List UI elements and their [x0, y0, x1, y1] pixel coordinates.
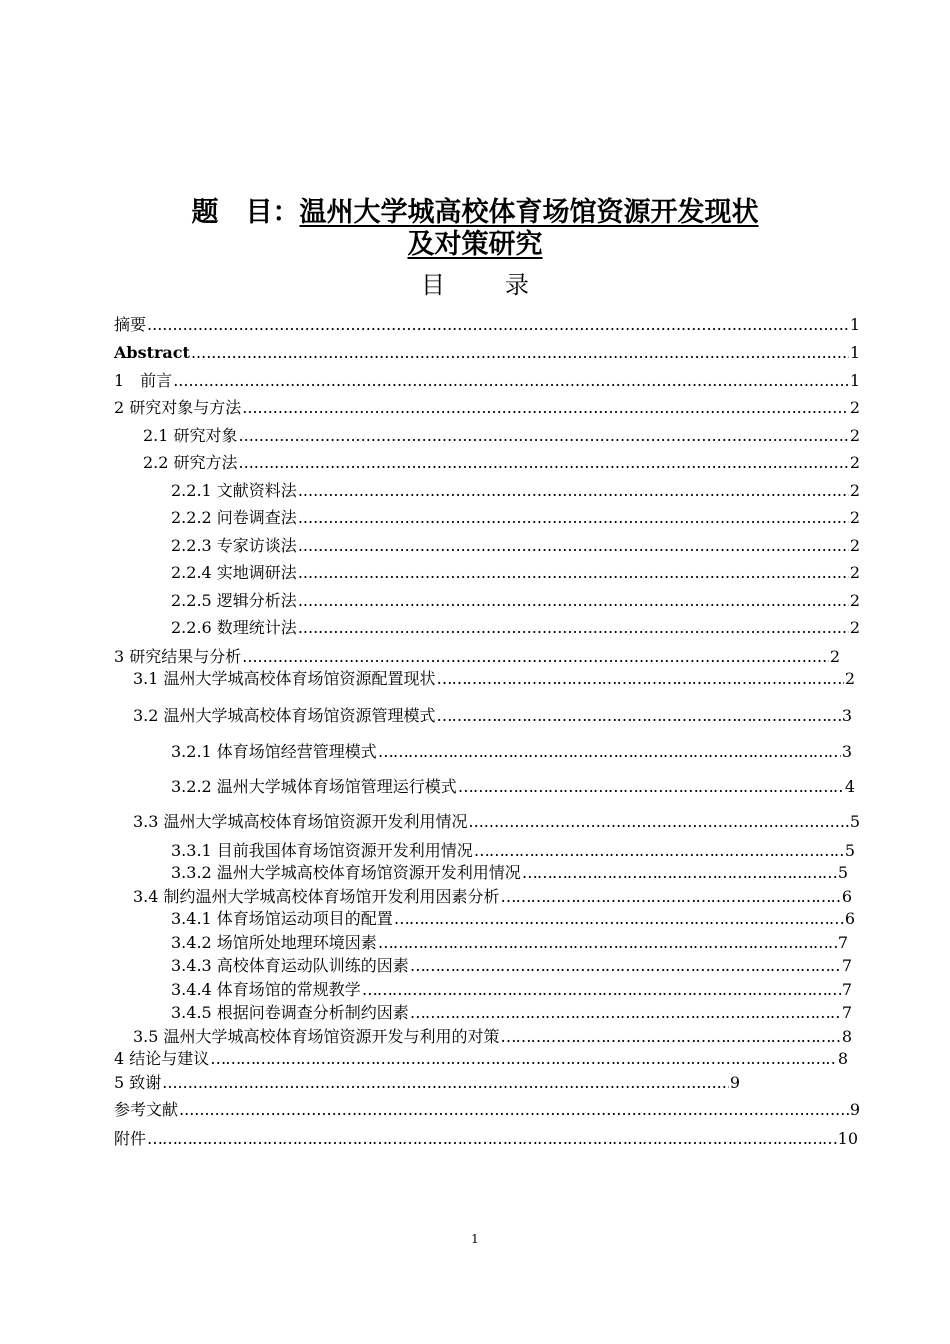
toc-entry-page-number: 1 [849, 343, 860, 362]
toc-entry-label: 3.3 温州大学城高校体育场馆资源开发利用情况 [133, 812, 468, 831]
toc-dot-leader [469, 811, 849, 833]
toc-entry-page-number: 6 [841, 887, 852, 906]
toc-dot-leader [173, 370, 849, 392]
toc-entry-label: 2.2.6 数理统计法 [171, 618, 297, 637]
toc-entry-page-number: 5 [837, 863, 848, 882]
toc-entry-page-number: 3 [841, 742, 852, 761]
title-prefix: 题 目： [191, 197, 300, 228]
toc-entry-page-number: 5 [849, 812, 860, 831]
toc-entry-label: 2.2.1 文献资料法 [171, 481, 297, 500]
toc-entry [171, 776, 855, 798]
toc-entry [133, 811, 860, 833]
toc-entry-label: 3.5 温州大学城高校体育场馆资源开发与利用的对策 [133, 1027, 500, 1046]
toc-entry-page-number: 2 [849, 591, 860, 610]
toc-entry-label: 3.4.3 高校体育运动队训练的因素 [171, 956, 409, 975]
toc-entry-page-number: 4 [844, 777, 855, 796]
toc-entry-page-number: 7 [837, 933, 848, 952]
toc-entry [114, 397, 860, 419]
toc-entry [133, 668, 855, 690]
toc-entry-label: 1 前言 [114, 371, 173, 390]
toc-entry-label: 摘要 [114, 315, 147, 334]
toc-dot-leader [437, 668, 844, 690]
toc-dot-leader [298, 507, 849, 529]
toc-dot-leader [147, 1128, 837, 1150]
toc-dot-leader [437, 705, 841, 727]
toc-entry-label: 5 致谢 [114, 1073, 162, 1092]
toc-entry [171, 955, 852, 977]
toc-entry-label: 参考文献 [114, 1100, 179, 1119]
toc-entry [133, 886, 852, 908]
toc-heading: 目录 [421, 271, 589, 299]
toc-dot-leader [242, 397, 849, 419]
toc-entry-page-number: 2 [849, 398, 860, 417]
toc-dot-leader [298, 562, 849, 584]
toc-entry [143, 425, 860, 447]
toc-entry [171, 741, 852, 763]
toc-entry-label: 3.4.1 体育场馆运动项目的配置 [171, 909, 393, 928]
toc-entry-label: 2.2 研究方法 [143, 453, 238, 472]
toc-entry-label: 3.4.4 体育场馆的常规教学 [171, 980, 361, 999]
toc-dot-leader [474, 840, 844, 862]
toc-entry [171, 1002, 852, 1024]
title-main: 温州大学城高校体育场馆资源开发现状 [299, 197, 759, 228]
toc-entry-label: 4 结论与建议 [114, 1049, 210, 1068]
toc-entry-label: 2 研究对象与方法 [114, 398, 242, 417]
toc-entry-page-number: 5 [844, 841, 855, 860]
toc-entry [133, 705, 852, 727]
toc-entry [171, 562, 860, 584]
toc-entry [143, 452, 860, 474]
title-continuation: 及对策研究 [407, 229, 543, 260]
toc-entry [133, 1026, 852, 1048]
toc-dot-leader [458, 776, 844, 798]
toc-entry [171, 590, 860, 612]
toc-entry-label: 3 研究结果与分析 [114, 647, 242, 666]
toc-entry-page-number: 2 [844, 669, 855, 688]
toc-entry [114, 1072, 740, 1094]
toc-dot-leader [239, 452, 849, 474]
toc-dot-leader [210, 1048, 837, 1070]
toc-entry-page-number: 7 [841, 1003, 852, 1022]
toc-entry [171, 507, 860, 529]
toc-entry-page-number: 9 [729, 1073, 740, 1092]
toc-entry-label: 2.2.3 专家访谈法 [171, 536, 297, 555]
toc-entry-label: 2.2.5 逻辑分析法 [171, 591, 297, 610]
toc-dot-leader [298, 480, 849, 502]
toc-dot-leader [298, 590, 849, 612]
toc-entry-label: 3.2 温州大学城高校体育场馆资源管理模式 [133, 706, 436, 725]
toc-entry-label: 3.4.5 根据问卷调查分析制约因素 [171, 1003, 409, 1022]
toc-entry-page-number: 2 [849, 563, 860, 582]
toc-dot-leader [298, 535, 849, 557]
toc-dot-leader [378, 932, 837, 954]
toc-entry-label: 2.2.2 问卷调查法 [171, 508, 297, 527]
toc-entry-page-number: 7 [841, 956, 852, 975]
toc-dot-leader [410, 955, 841, 977]
toc-entry-label: 3.3.2 温州大学城高校体育场馆资源开发利用情况 [171, 863, 521, 882]
toc-entry-page-number: 2 [849, 426, 860, 445]
toc-entry-label: 3.2.1 体育场馆经营管理模式 [171, 742, 377, 761]
toc-entry [114, 342, 860, 364]
toc-entry [171, 840, 855, 862]
toc-dot-leader [242, 646, 829, 668]
toc-entry-label: 3.3.1 目前我国体育场馆资源开发利用情况 [171, 841, 473, 860]
toc-entry [171, 908, 855, 930]
toc-dot-leader [179, 1099, 849, 1121]
toc-entry-page-number: 1 [849, 315, 860, 334]
toc-entry [171, 932, 848, 954]
toc-dot-leader [147, 314, 849, 336]
toc-dot-leader [522, 862, 837, 884]
toc-dot-leader [162, 1072, 729, 1094]
toc-entry [114, 646, 840, 668]
toc-entry-page-number: 8 [837, 1049, 848, 1068]
toc-entry-page-number: 2 [849, 453, 860, 472]
toc-entry-page-number: 1 [849, 371, 860, 390]
toc-dot-leader [378, 741, 841, 763]
toc-dot-leader [191, 342, 849, 364]
toc-entry [171, 535, 860, 557]
toc-dot-leader [501, 1026, 841, 1048]
toc-dot-leader [362, 979, 841, 1001]
toc-dot-leader [501, 886, 841, 908]
toc-entry [171, 979, 852, 1001]
toc-entry-page-number: 6 [844, 909, 855, 928]
toc-entry [171, 862, 848, 884]
toc-entry-label: Abstract [114, 343, 190, 362]
toc-entry-label: 3.1 温州大学城高校体育场馆资源配置现状 [133, 669, 436, 688]
toc-entry-page-number: 10 [837, 1129, 858, 1148]
toc-entry [114, 314, 860, 336]
toc-entry-page-number: 2 [849, 618, 860, 637]
toc-entry-label: 3.2.2 温州大学城体育场馆管理运行模式 [171, 777, 457, 796]
toc-entry-page-number: 9 [849, 1100, 860, 1119]
toc-entry-page-number: 7 [841, 980, 852, 999]
toc-dot-leader [394, 908, 844, 930]
toc-entry [114, 1048, 848, 1070]
toc-dot-leader [298, 617, 849, 639]
toc-entry [114, 370, 860, 392]
toc-entry [114, 1128, 858, 1150]
toc-entry-page-number: 3 [841, 706, 852, 725]
toc-entry-label: 2.1 研究对象 [143, 426, 238, 445]
toc-entry-label: 3.4 制约温州大学城高校体育场馆开发利用因素分析 [133, 887, 500, 906]
toc-entry [171, 480, 860, 502]
toc-entry-label: 3.4.2 场馆所处地理环境因素 [171, 933, 377, 952]
toc-entry-label: 附件 [114, 1129, 147, 1148]
toc-entry-page-number: 8 [841, 1027, 852, 1046]
toc-entry-page-number: 2 [849, 536, 860, 555]
toc-entry-label: 2.2.4 实地调研法 [171, 563, 297, 582]
toc-entry-page-number: 2 [829, 647, 840, 666]
toc-dot-leader [239, 425, 849, 447]
title-line-2 [0, 222, 950, 261]
toc-entry [171, 617, 860, 639]
toc-dot-leader [410, 1002, 841, 1024]
toc-entry-page-number: 2 [849, 508, 860, 527]
toc-entry [114, 1099, 860, 1121]
footer-page-number: 1 [471, 1232, 479, 1246]
toc-entry-page-number: 2 [849, 481, 860, 500]
